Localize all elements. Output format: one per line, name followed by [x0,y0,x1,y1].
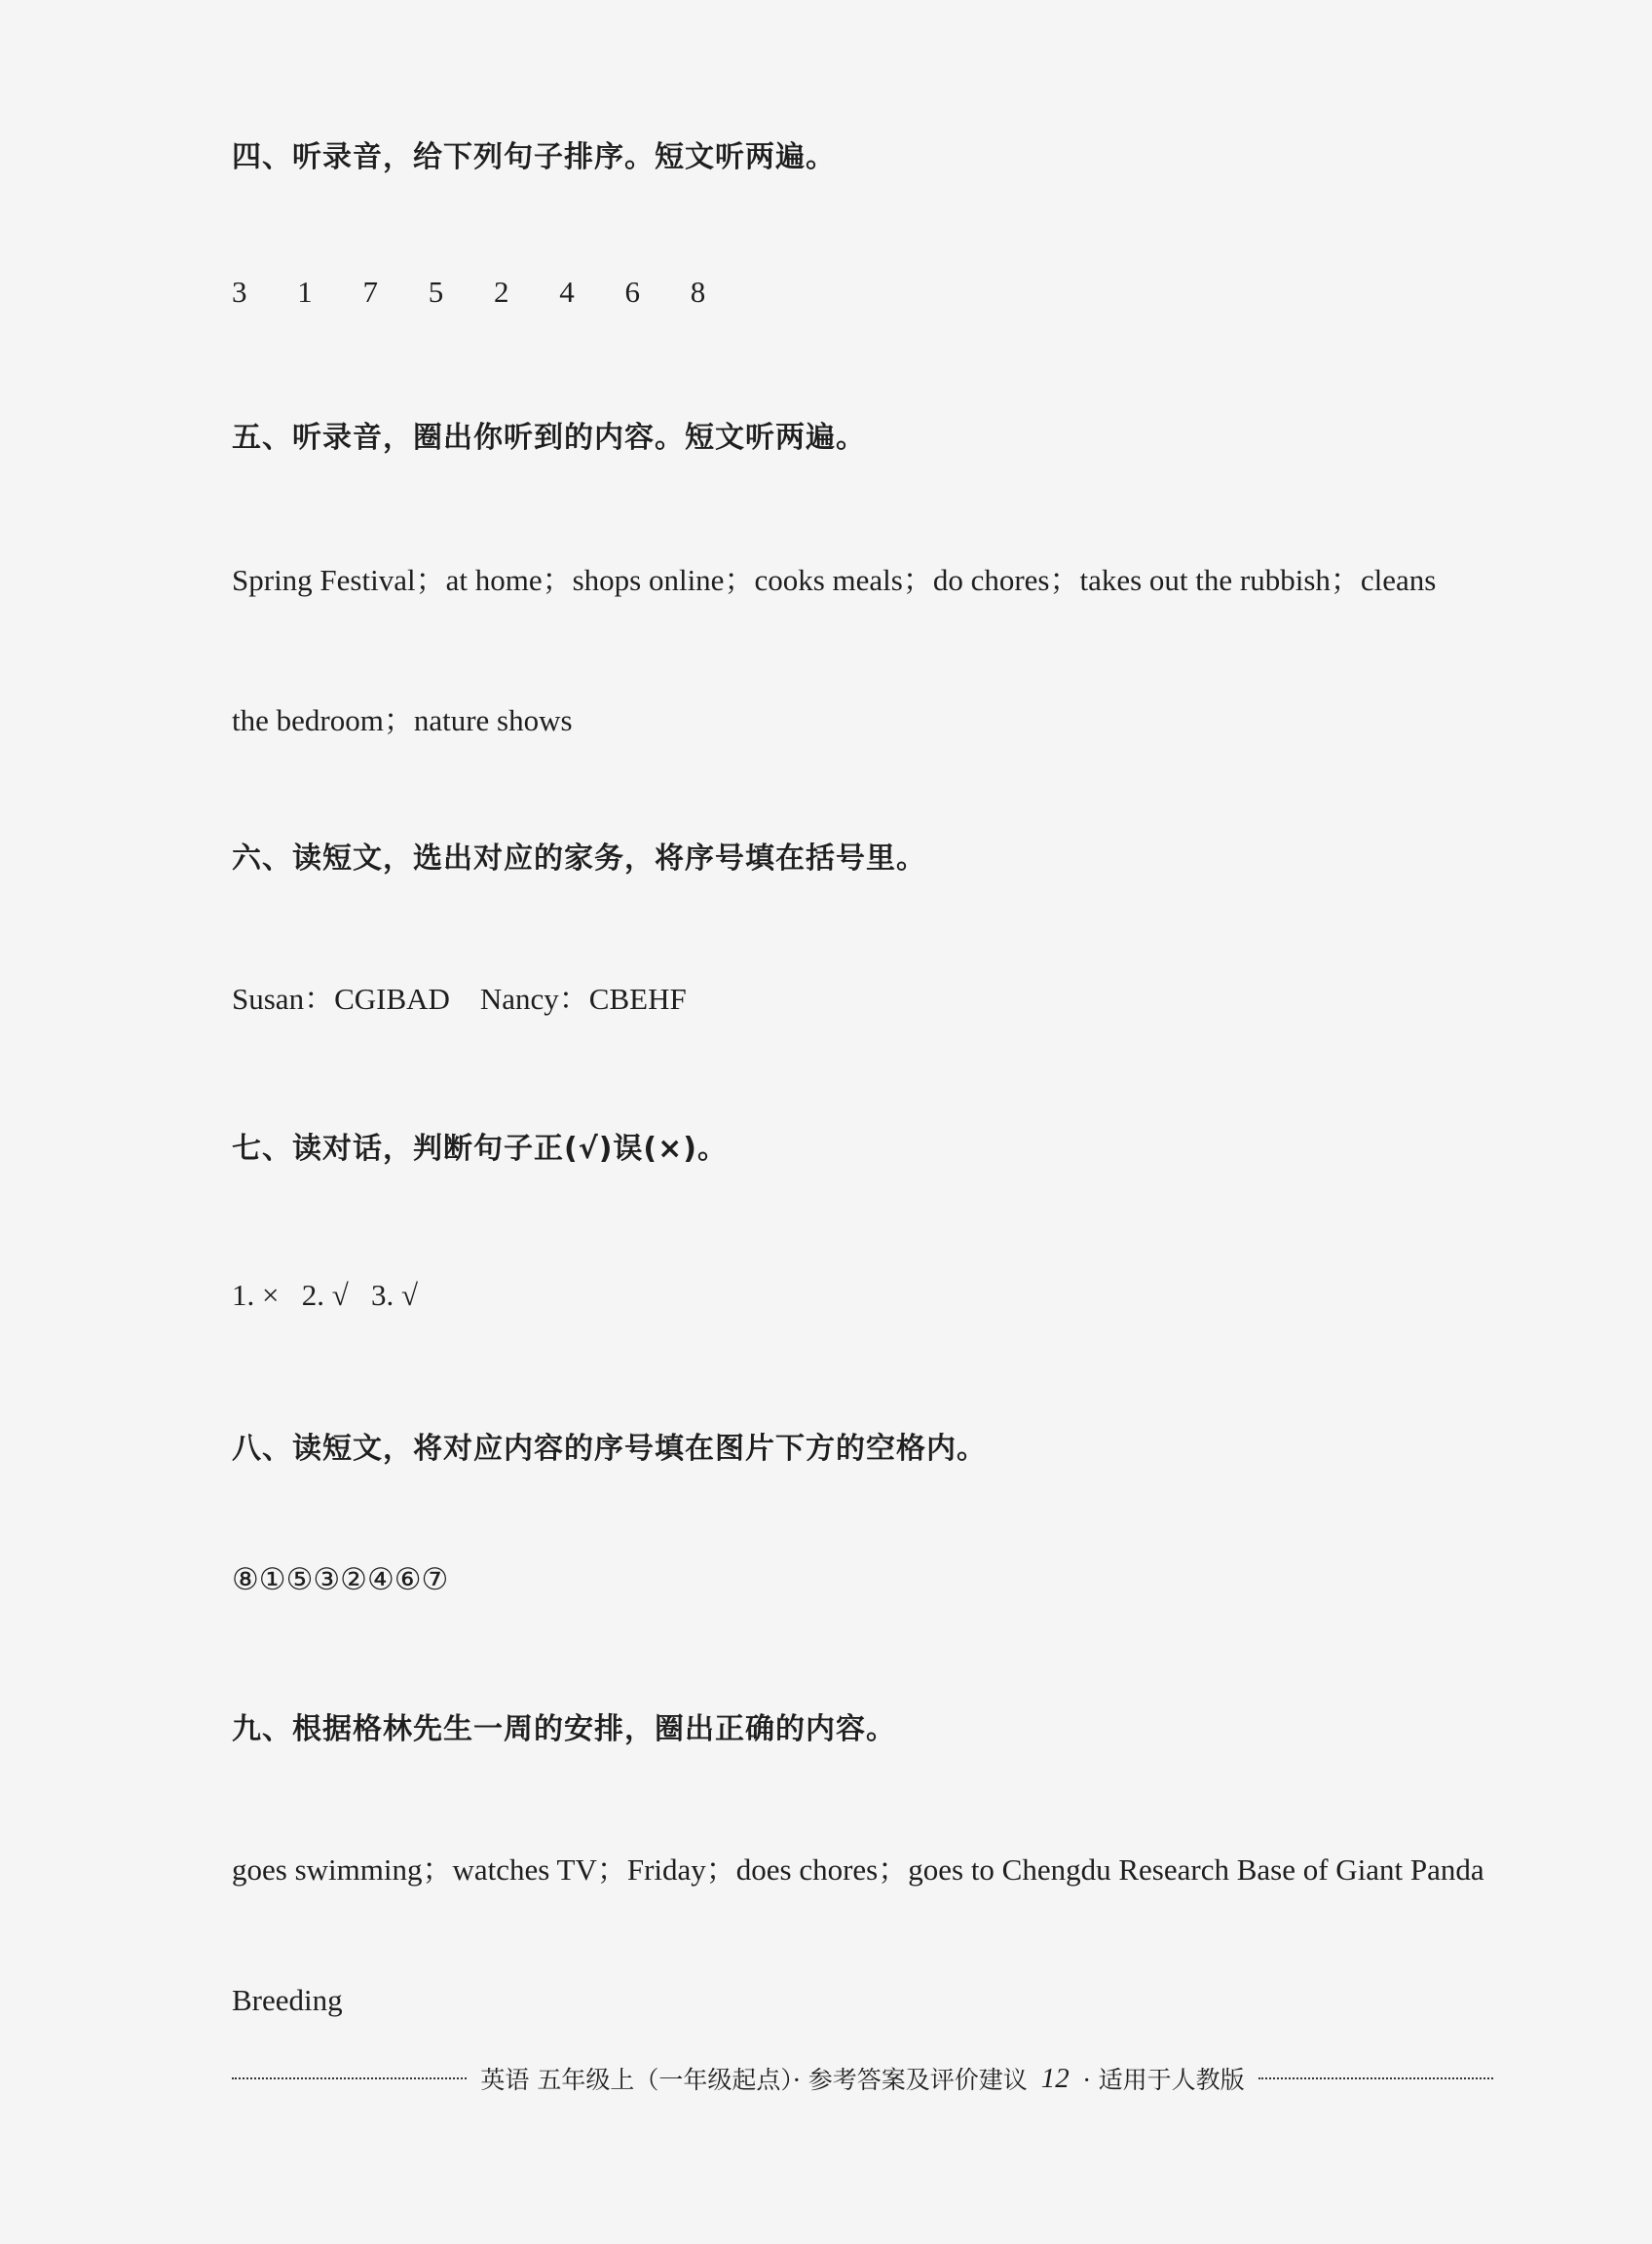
footer-left-rule [232,2077,467,2079]
section-5-answer-line-2: the bedroom；nature shows [232,703,573,737]
section-7-heading: 七、读对话，判断句子正(√)误(×)。 [232,1132,728,1166]
section-4-heading: 四、听录音，给下列句子排序。短文听两遍。 [232,140,836,174]
section-6-answer: Susan：CGIBAD Nancy：CBEHF [232,982,687,1016]
page-number: 12 [1040,2062,1070,2094]
section-9-answer-line-1: goes swimming；watches TV；Friday；does chores；goes to Chengdu Research Base of Giant Panda [232,1852,1484,1887]
section-9-answer-line-2: Breeding [232,1983,343,2017]
page-footer [232,2061,1493,2096]
section-5-heading: 五、听录音，圈出你听到的内容。短文听两遍。 [232,421,866,455]
footer-right-text: · 适用于人教版 [1082,2066,1245,2094]
section-9-heading: 九、根据格林先生一周的安排，圈出正确的内容。 [232,1712,896,1746]
section-5-answer-line-1: Spring Festival；at home；shops online；cooks meals；do chores；takes out the rubbish；cleans [232,563,1437,597]
section-7-answer: 1. × 2. √ 3. √ [232,1278,419,1312]
section-4-answer: 3 1 7 5 2 4 6 8 [232,275,728,309]
footer-left-text: 英语 五年级上（一年级起点）· 参考答案及评价建议 [480,2066,1028,2094]
section-6-heading: 六、读短文，选出对应的家务，将序号填在括号里。 [232,842,926,876]
section-8-heading: 八、读短文，将对应内容的序号填在图片下方的空格内。 [232,1432,987,1466]
section-8-answer: ⑧①⑤③②④⑥⑦ [232,1562,449,1596]
footer-right-rule [1258,2077,1493,2079]
